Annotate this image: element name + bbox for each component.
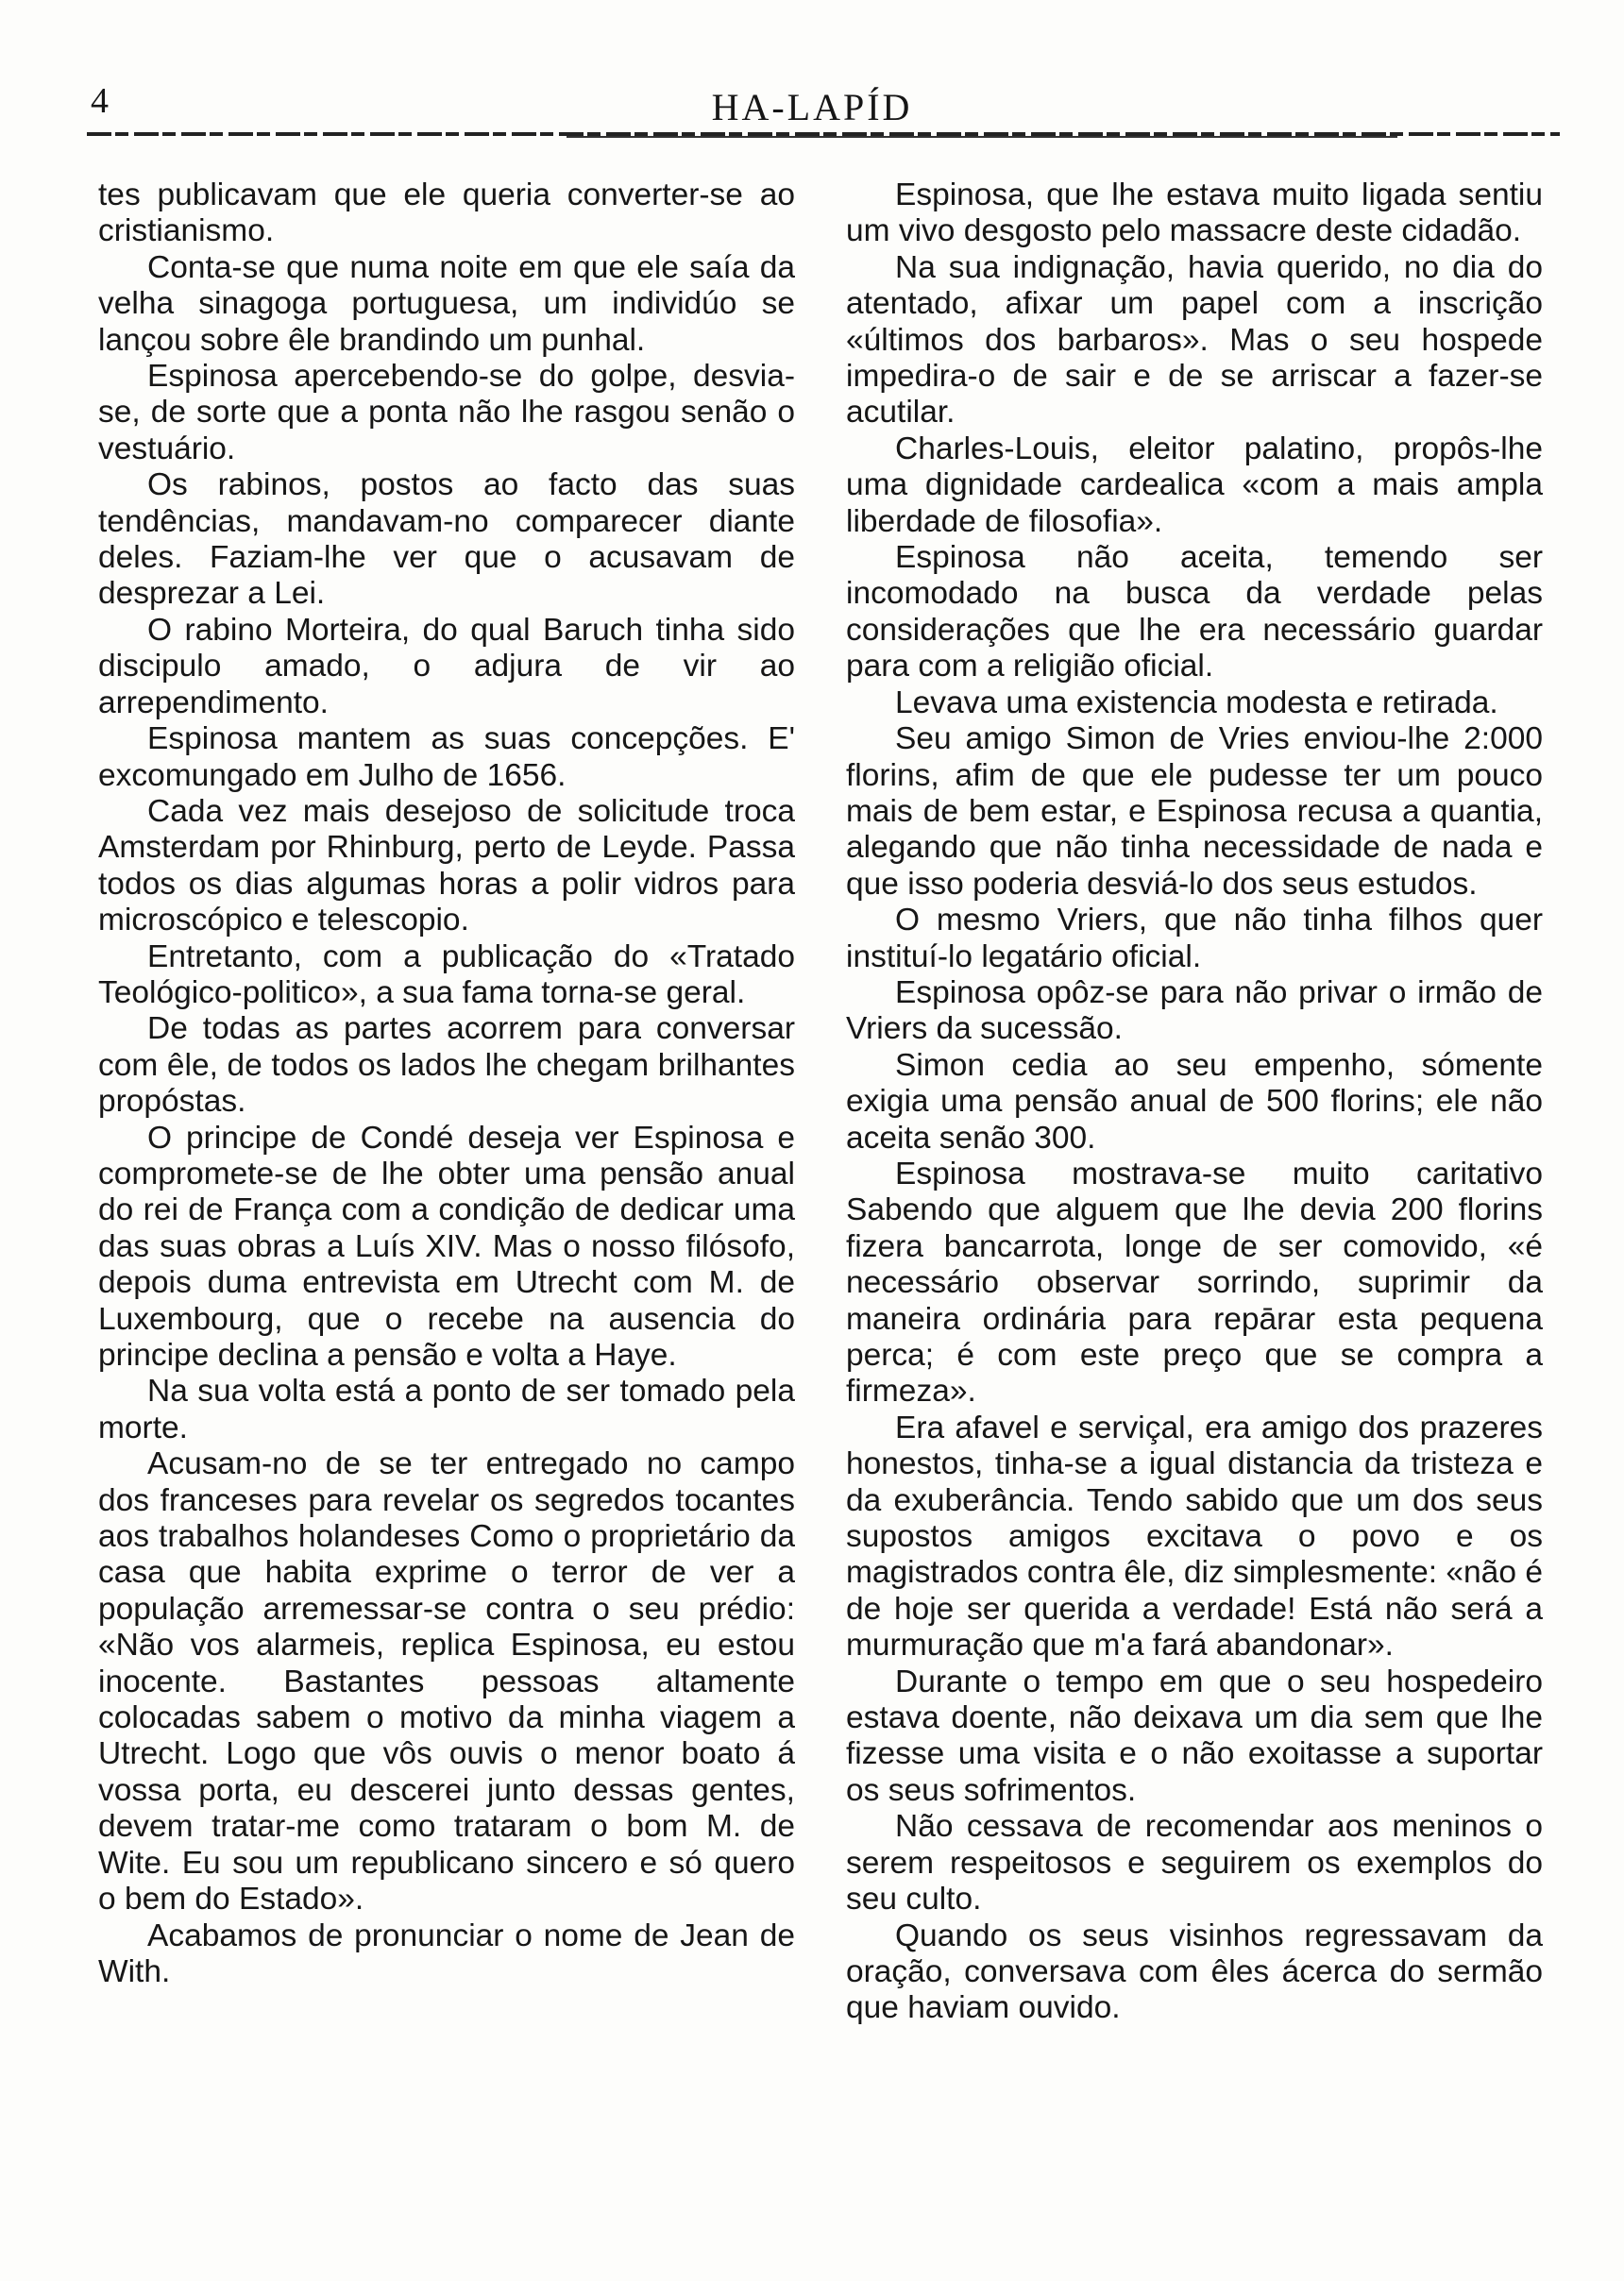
- paragraph: Acabamos de pronunciar o nome de Jean de With.: [98, 1918, 795, 1989]
- header-rule-accent: [567, 136, 1397, 138]
- paragraph: Era afavel e serviçal, era amigo dos prazeres honestos, tinha-se a igual distancia da tristeza e da exuberância. Tendo sabido que um dos seus supostos amigos excitava o povo e os magistrados contra êle, diz simplesmente: «não é de hoje ser querida a verdade! Está não será a murmuração que m'a fará abandonar».: [846, 1410, 1543, 1664]
- page-number: 4: [91, 81, 109, 121]
- paragraph: Na sua volta está a ponto de ser tomado pela morte.: [98, 1374, 795, 1445]
- paragraph: Seu amigo Simon de Vries enviou-lhe 2:000 florins, afim de que ele pudesse ter um pouco mais de bem estar, e Espinosa recusa a quantia, alegando que não tinha necessidade de nada e que isso poderia desviá-lo dos seus estudos.: [846, 721, 1543, 902]
- paragraph: Na sua indignação, havia querido, no dia do atentado, afixar um papel com a inscrição «últimos dos barbaros». Mas o seu hospede impedira-o de sair e de se arriscar a fazer-se acutilar.: [846, 249, 1543, 431]
- paragraph: O rabino Morteira, do qual Baruch tinha sido discipulo amado, o adjura de vir ao arrependimento.: [98, 612, 795, 720]
- paragraph: Os rabinos, postos ao facto das suas tendências, mandavam-no comparecer diante deles. Faziam-lhe ver que o acusavam de desprezar a Lei.: [98, 467, 795, 612]
- paragraph: O principe de Condé deseja ver Espinosa e compromete-se de lhe obter uma pensão anual do rei de França com a condição de dedicar uma das suas obras a Luís XIV. Mas o nosso filósofo, depois duma entrevista em Utrecht com M. de Luxembourg, que o recebe na ausencia do principe declina a pensão e volta a Haye.: [98, 1120, 795, 1373]
- journal-title: HA-LAPÍD: [711, 86, 913, 128]
- paragraph: Charles-Louis, eleitor palatino, propôs-lhe uma dignidade cardealica «com a mais ampla liberdade de filosofia».: [846, 431, 1543, 539]
- paragraph: Não cessava de recomendar aos meninos o serem respeitosos e seguirem os exemplos do seu culto.: [846, 1809, 1543, 1918]
- paragraph: Espinosa não aceita, temendo ser incomodado na busca da verdade pelas considerações que lhe era necessário guardar para com a religião oficial.: [846, 540, 1543, 684]
- right-column: [846, 177, 1543, 2027]
- paragraph: Entretanto, com a publicação do «Tratado Teológico-politico», a sua fama torna-se geral.: [98, 938, 795, 1010]
- paragraph: Espinosa mostrava-se muito caritativo Sabendo que alguem que lhe devia 200 florins fizera bancarrota, longe de ser comovido, «é necessário observar sorrindo, suprimir da maneira ordinária para repārar esta pequena perca; é com este preço que se compra a firmeza».: [846, 1156, 1543, 1410]
- paragraph: tes publicavam que ele queria converter-se ao cristianismo.: [98, 177, 795, 249]
- paragraph: De todas as partes acorrem para conversar com êle, de todos os lados lhe chegam brilhantes propóstas.: [98, 1011, 795, 1120]
- paragraph: Durante o tempo em que o seu hospedeiro estava doente, não deixava um dia sem que lhe fizesse uma visita e o não exoitasse a suportar os seus sofrimentos.: [846, 1664, 1543, 1808]
- paragraph: Espinosa mantem as suas concepções. E' excomungado em Julho de 1656.: [98, 721, 795, 793]
- paragraph: O mesmo Vriers, que não tinha filhos quer instituí-lo legatário oficial.: [846, 903, 1543, 974]
- paragraph: Cada vez mais desejoso de solicitude troca Amsterdam por Rhinburg, perto de Leyde. Passa todos os dias algumas horas a polir vidros para microscópico e telescopio.: [98, 793, 795, 938]
- paragraph: Conta-se que numa noite em que ele saía da velha sinagoga portuguesa, um individúo se lançou sobre êle brandindo um punhal.: [98, 249, 795, 358]
- paragraph: Espinosa opôz-se para não privar o irmão de Vriers da sucessão.: [846, 974, 1543, 1047]
- paragraph: Simon cedia ao seu empenho, sómente exigia uma pensão anual de 500 florins; ele não aceita senão 300.: [846, 1047, 1543, 1156]
- paragraph: Espinosa apercebendo-se do golpe, desvia-se, de sorte que a ponta não lhe rasgou senão o vestuário.: [98, 359, 795, 466]
- paragraph: Espinosa, que lhe estava muito ligada sentiu um vivo desgosto pelo massacre deste cidadão.: [846, 177, 1543, 249]
- paragraph: Levava uma existencia modesta e retirada.: [895, 684, 1498, 720]
- paragraph: Quando os seus visinhos regressavam da oração, conversava com êles ácerca do sermão que haviam ouvido.: [846, 1918, 1543, 2026]
- paragraph: Acusam-no de se ter entregado no campo dos franceses para revelar os segredos tocantes aos trabalhos holandeses Como o proprietário da casa que habita exprime o terror de ver a população arremessar-se contra o seu prédio: «Não vos alarmeis, replica Espinosa, eu estou inocente. Bastantes pessoas altamente colocadas sabem o motivo da minha viagem a Utrecht. Logo que vôs ouvis o menor boato á vossa porta, eu descerei junto dessas gentes, devem tratar-me como trataram o bom M. de Wite. Eu sou um republicano sincero e só quero o bem do Estado».: [98, 1446, 795, 1918]
- left-column: [98, 177, 795, 1990]
